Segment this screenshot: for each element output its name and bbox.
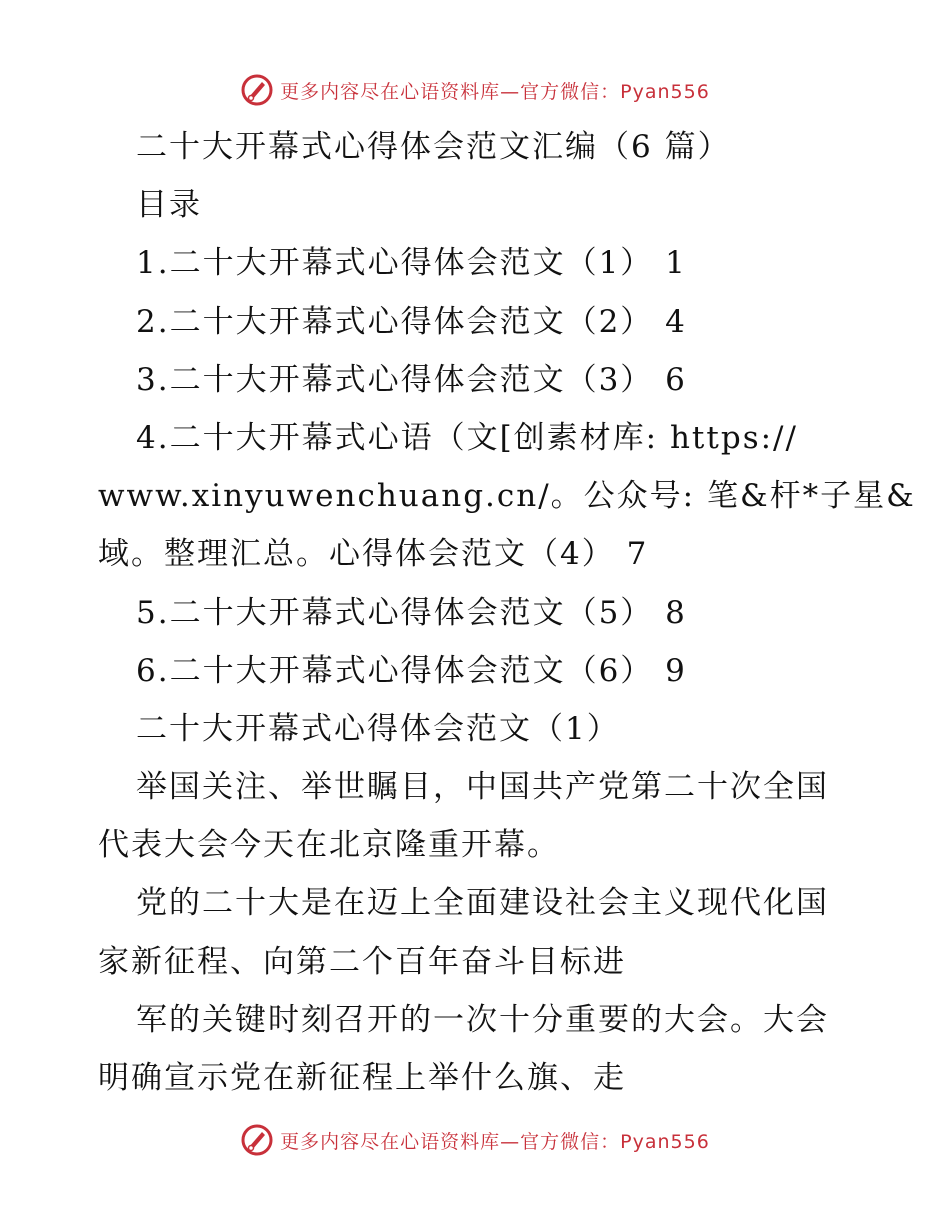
toc-heading: 目录 (136, 187, 202, 224)
document-title: 二十大开幕式心得体会范文汇编（6 篇） (136, 129, 731, 165)
document-body (98, 118, 916, 1107)
toc-item: 5.二十大开幕式心得体会范文（5） 8 (136, 594, 687, 631)
section-title: 二十大开幕式心得体会范文（1） (136, 710, 620, 747)
footer-banner (0, 1120, 950, 1160)
body-line: 党的二十大是在迈上全面建设社会主义现代化国 (136, 885, 829, 922)
header-banner (0, 70, 950, 110)
banner-wechat-id: Pyan556 (620, 80, 710, 103)
body-line: 军的关键时刻召开的一次十分重要的大会。大会 (136, 1001, 829, 1038)
pen-seal-icon (240, 73, 274, 107)
toc-item-continued: 域。整理汇总。心得体会范文（4） 7 (98, 536, 649, 573)
toc-item: 2.二十大开幕式心得体会范文（2） 4 (136, 303, 687, 340)
toc-item: 6.二十大开幕式心得体会范文（6） 9 (136, 652, 687, 689)
body-line: 代表大会今天在北京隆重开幕。 (98, 827, 560, 864)
body-line: 明确宣示党在新征程上举什么旗、走 (98, 1060, 626, 1096)
body-line: 举国关注、举世瞩目，中国共产党第二十次全国 (136, 769, 829, 806)
toc-item: 4.二十大开幕式心语（文[创素材库: https:// (136, 419, 798, 456)
banner-text: 更多内容尽在心语资料库—官方微信：Pyan556 (280, 80, 710, 103)
toc-item-continued: www.xinyuwenchuang.cn/。公众号: 笔&杆*子星& (98, 478, 916, 515)
toc-item: 1.二十大开幕式心得体会范文（1） 1 (136, 245, 687, 282)
body-line: 家新征程、向第二个百年奋斗目标进 (98, 943, 626, 980)
banner-wechat-id: Pyan556 (620, 1130, 710, 1153)
pen-seal-icon (240, 1123, 274, 1157)
banner-text: 更多内容尽在心语资料库—官方微信：Pyan556 (280, 1130, 710, 1153)
toc-item: 3.二十大开幕式心得体会范文（3） 6 (136, 361, 687, 398)
